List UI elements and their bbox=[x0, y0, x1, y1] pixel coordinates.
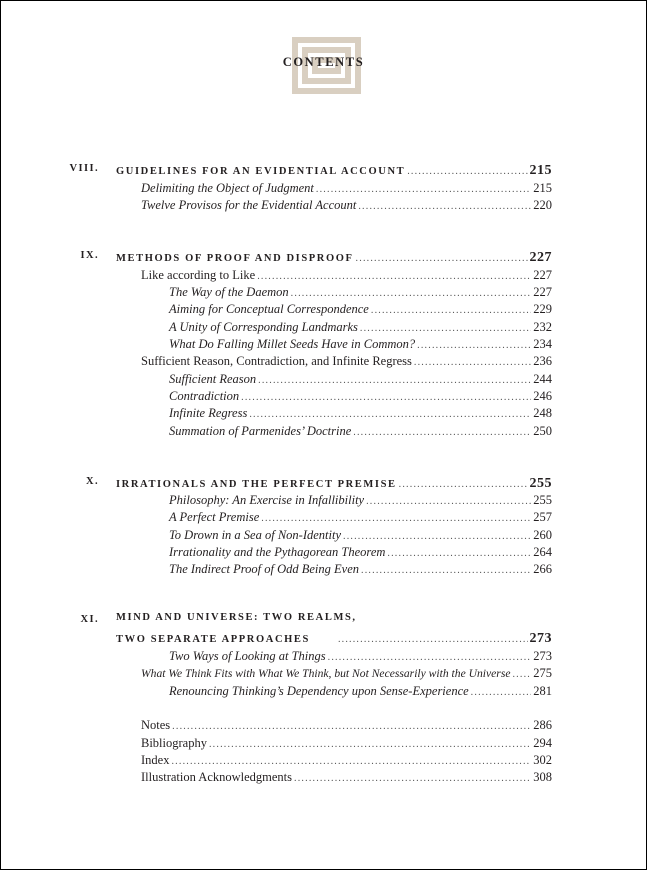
entry-title: Irrationality and the Pythagorean Theorem bbox=[169, 545, 386, 559]
entry-title: Philosophy: An Exercise in Infallibility bbox=[169, 493, 365, 507]
entry-page: 294 bbox=[533, 736, 552, 750]
entry-page: 260 bbox=[533, 528, 552, 542]
dot-leader bbox=[366, 491, 531, 509]
dot-leader bbox=[360, 318, 531, 336]
toc-entry[interactable] bbox=[141, 179, 552, 197]
entry-page: 273 bbox=[533, 649, 552, 663]
toc-entry[interactable] bbox=[141, 196, 552, 214]
entry-title: Notes bbox=[141, 718, 171, 732]
backmatter-index[interactable] bbox=[141, 751, 552, 769]
entry-page: 215 bbox=[533, 181, 552, 195]
entry-title: What Do Falling Millet Seeds Have in Common? bbox=[169, 337, 416, 351]
toc-entry[interactable] bbox=[169, 370, 552, 388]
chapter-number: X. bbox=[85, 476, 99, 487]
dot-leader bbox=[512, 664, 531, 682]
dot-leader bbox=[358, 196, 531, 214]
toc-entry[interactable] bbox=[169, 526, 552, 544]
chapter-heading[interactable] bbox=[116, 248, 552, 266]
entry-page: 257 bbox=[533, 510, 552, 524]
entry-page: 281 bbox=[533, 684, 552, 698]
dot-leader bbox=[258, 370, 531, 388]
entry-page: 248 bbox=[533, 406, 552, 420]
toc-entry[interactable] bbox=[169, 283, 552, 301]
entry-title: A Perfect Premise bbox=[169, 510, 260, 524]
entry-page: 246 bbox=[533, 389, 552, 403]
entry-title: The Way of the Daemon bbox=[169, 285, 289, 299]
toc-entry[interactable] bbox=[169, 387, 552, 405]
dot-leader bbox=[387, 543, 531, 561]
backmatter-bibliography[interactable] bbox=[141, 734, 552, 752]
dot-leader bbox=[399, 474, 528, 492]
entry-page: 302 bbox=[533, 753, 552, 767]
entry-page: 227 bbox=[533, 285, 552, 299]
entry-title: Aiming for Conceptual Correspondence bbox=[169, 302, 369, 316]
entry-title: Delimiting the Object of Judgment bbox=[141, 181, 314, 195]
entry-title: Two Ways of Looking at Things bbox=[169, 649, 326, 663]
chapter-title: MIND AND UNIVERSE: TWO REALMS, bbox=[116, 612, 357, 623]
toc-entry[interactable] bbox=[141, 352, 552, 370]
entry-title: A Unity of Corresponding Landmarks bbox=[169, 320, 358, 334]
entry-title: Bibliography bbox=[141, 736, 207, 750]
entry-title: Index bbox=[141, 753, 170, 767]
entry-page: 264 bbox=[533, 545, 552, 559]
chapter-title: TWO SEPARATE APPROACHES bbox=[116, 634, 310, 645]
toc-entry[interactable] bbox=[141, 664, 552, 682]
entry-page: 250 bbox=[533, 424, 552, 438]
chapter-page: 215 bbox=[529, 163, 552, 178]
chapter-page: 273 bbox=[529, 631, 552, 646]
entry-page: 308 bbox=[533, 770, 552, 784]
entry-title: Renouncing Thinking’s Dependency upon Sense-Experience bbox=[169, 684, 469, 698]
toc-entry[interactable] bbox=[169, 647, 552, 665]
dot-leader bbox=[241, 387, 531, 405]
entry-title: To Drown in a Sea of Non-Identity bbox=[169, 528, 341, 542]
entry-page: 227 bbox=[533, 268, 552, 282]
chapter-number: VIII. bbox=[69, 163, 99, 174]
chapter-heading-line2[interactable] bbox=[116, 629, 552, 647]
toc-entry[interactable] bbox=[169, 404, 552, 422]
entry-page: 220 bbox=[533, 198, 552, 212]
entry-page: 244 bbox=[533, 372, 552, 386]
dot-leader bbox=[261, 508, 531, 526]
entry-title: Twelve Provisos for the Evidential Account bbox=[141, 198, 357, 212]
dot-leader bbox=[209, 734, 531, 752]
chapter-heading[interactable] bbox=[116, 161, 552, 179]
entry-page: 236 bbox=[533, 354, 552, 368]
chapter-page: 227 bbox=[529, 250, 552, 265]
dot-leader bbox=[257, 266, 531, 284]
entry-page: 229 bbox=[533, 302, 552, 316]
dot-leader bbox=[338, 629, 528, 647]
chapter-number: IX. bbox=[80, 250, 99, 261]
chapter-number: XI. bbox=[80, 614, 99, 625]
entry-title: Sufficient Reason bbox=[169, 372, 257, 386]
dot-leader bbox=[414, 352, 531, 370]
dot-leader bbox=[172, 716, 531, 734]
dot-leader bbox=[294, 768, 531, 786]
chapter-title: GUIDELINES FOR AN EVIDENTIAL ACCOUNT bbox=[116, 166, 406, 177]
entry-page: 286 bbox=[533, 718, 552, 732]
dot-leader bbox=[471, 682, 532, 700]
dot-leader bbox=[291, 283, 532, 301]
entry-title: What We Think Fits with What We Think, but Not Necessarily with the Universe bbox=[141, 667, 511, 680]
dot-leader bbox=[417, 335, 531, 353]
entry-title: Sufficient Reason, Contradiction, and Infinite Regress bbox=[141, 354, 412, 368]
dot-leader bbox=[249, 404, 531, 422]
dot-leader bbox=[356, 248, 528, 266]
entry-title: Summation of Parmenides’ Doctrine bbox=[169, 424, 352, 438]
dot-leader bbox=[407, 161, 527, 179]
entry-title: Infinite Regress bbox=[169, 406, 248, 420]
toc-entry[interactable] bbox=[169, 300, 552, 318]
toc-entry[interactable] bbox=[169, 560, 552, 578]
dot-leader bbox=[361, 560, 531, 578]
entry-page: 234 bbox=[533, 337, 552, 351]
backmatter-notes[interactable] bbox=[141, 716, 552, 734]
toc-entry[interactable] bbox=[169, 508, 552, 526]
chapter-title: IRRATIONALS AND THE PERFECT PREMISE bbox=[116, 479, 397, 490]
dot-leader bbox=[353, 422, 531, 440]
entry-title: Illustration Acknowledgments bbox=[141, 770, 293, 784]
entry-page: 232 bbox=[533, 320, 552, 334]
toc-entry[interactable] bbox=[169, 543, 552, 561]
dot-leader bbox=[171, 751, 531, 769]
entry-page: 255 bbox=[533, 493, 552, 507]
dot-leader bbox=[316, 179, 531, 197]
dot-leader bbox=[371, 300, 531, 318]
toc-entry[interactable] bbox=[169, 682, 552, 700]
entry-title: Contradiction bbox=[169, 389, 240, 403]
dot-leader bbox=[328, 647, 532, 665]
chapter-heading-line1[interactable] bbox=[116, 612, 552, 623]
chapter-heading[interactable] bbox=[116, 474, 552, 492]
entry-title: Like according to Like bbox=[141, 268, 256, 282]
page-title: CONTENTS bbox=[282, 55, 365, 69]
entry-title: The Indirect Proof of Odd Being Even bbox=[169, 562, 360, 576]
entry-page: 266 bbox=[533, 562, 552, 576]
chapter-title: METHODS OF PROOF AND DISPROOF bbox=[116, 253, 354, 264]
backmatter-illustrations[interactable] bbox=[141, 768, 552, 786]
toc-entry[interactable] bbox=[169, 491, 552, 509]
toc-entry[interactable] bbox=[141, 266, 552, 284]
toc-entry[interactable] bbox=[169, 318, 552, 336]
toc-entry[interactable] bbox=[169, 422, 552, 440]
dot-leader bbox=[343, 526, 531, 544]
toc-entry[interactable] bbox=[169, 335, 552, 353]
chapter-page: 255 bbox=[529, 476, 552, 491]
entry-page: 275 bbox=[533, 666, 552, 680]
